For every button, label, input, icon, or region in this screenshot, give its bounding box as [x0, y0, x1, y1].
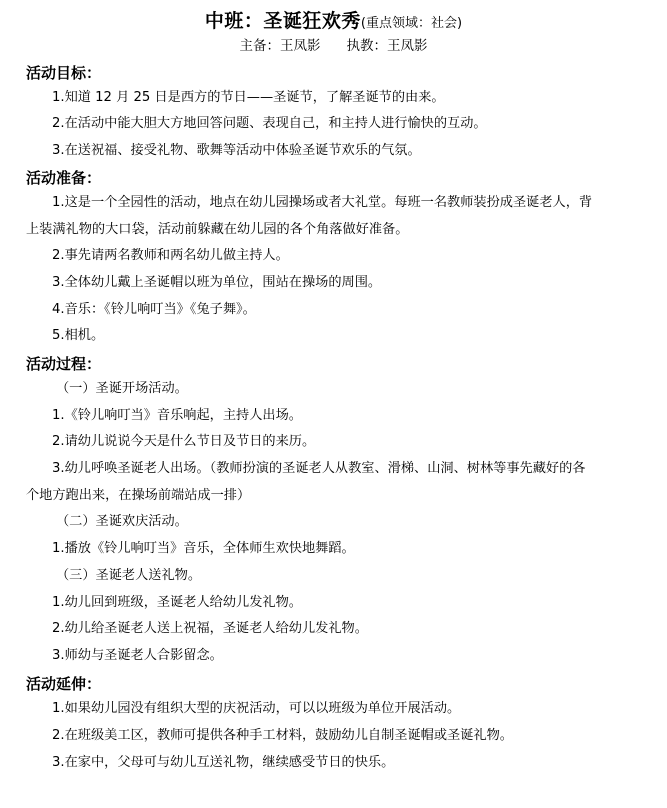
process-item-continued: 个地方跑出来，在操场前端站成一排） [26, 488, 251, 503]
process-item: 3.师幼与圣诞老人合影留念。 [52, 648, 223, 663]
preparation-item: 3.全体幼儿戴上圣诞帽以班为单位，围站在操场的周围。 [52, 275, 382, 290]
extension-heading: 活动延伸： [26, 675, 102, 693]
goal-item: 3.在送祝福、接受礼物、歌舞等活动中体验圣诞节欢乐的气氛。 [52, 143, 421, 158]
page-subtitle: (重点领域：社会) [360, 16, 463, 31]
process-item: 1.播放《铃儿响叮当》音乐，全体师生欢快地舞蹈。 [52, 541, 355, 556]
process-part-title: （二）圣诞欢庆活动。 [56, 514, 188, 529]
preparation-item: 4.音乐：《铃儿响叮当》《兔子舞》。 [52, 302, 256, 317]
process-heading: 活动过程： [26, 355, 102, 373]
preparation-item: 5.相机。 [52, 328, 105, 343]
goal-item: 2.在活动中能大胆大方地回答问题、表现自己，和主持人进行愉快的互动。 [52, 116, 487, 131]
process-item: 1.《铃儿响叮当》音乐响起，主持人出场。 [52, 408, 302, 423]
process-item: 1.幼儿回到班级，圣诞老人给幼儿发礼物。 [52, 595, 302, 610]
process-part-title: （一）圣诞开场活动。 [56, 381, 188, 396]
preparation-item: 1.这是一个全园性的活动，地点在幼儿园操场或者大礼堂。每班一名教师装扮成圣诞老人，背 [52, 195, 593, 210]
goals-heading: 活动目标： [26, 64, 102, 82]
process-item: 2.请幼儿说说今天是什么节日及节日的来历。 [52, 434, 316, 449]
process-part-title: （三）圣诞老人送礼物。 [56, 568, 202, 583]
author-row [0, 34, 667, 54]
process-item: 3.幼儿呼唤圣诞老人出场。（教师扮演的圣诞老人从教室、滑梯、山洞、树林等事先藏好的各 [52, 461, 586, 476]
process-item: 2.幼儿给圣诞老人送上祝福，圣诞老人给幼儿发礼物。 [52, 621, 368, 636]
title-row [0, 6, 667, 33]
extension-item: 3.在家中，父母可与幼儿互送礼物，继续感受节日的快乐。 [52, 755, 395, 770]
lead-teacher: 主备：王凤影 [239, 38, 321, 54]
preparation-heading: 活动准备： [26, 169, 102, 187]
teaching-teacher: 执教：王凤影 [346, 38, 428, 54]
page-title: 中班：圣诞狂欢秀 [204, 10, 361, 32]
preparation-item: 2.事先请两名教师和两名幼儿做主持人。 [52, 248, 289, 263]
extension-item: 1.如果幼儿园没有组织大型的庆祝活动，可以以班级为单位开展活动。 [52, 701, 461, 716]
goal-item: 1.知道 12 月 25 日是西方的节日——圣诞节，了解圣诞节的由来。 [52, 90, 445, 105]
preparation-item-continued: 上装满礼物的大口袋，活动前躲藏在幼儿园的各个角落做好准备。 [26, 222, 409, 237]
extension-item: 2.在班级美工区，教师可提供各种手工材料，鼓励幼儿自制圣诞帽或圣诞礼物。 [52, 728, 513, 743]
